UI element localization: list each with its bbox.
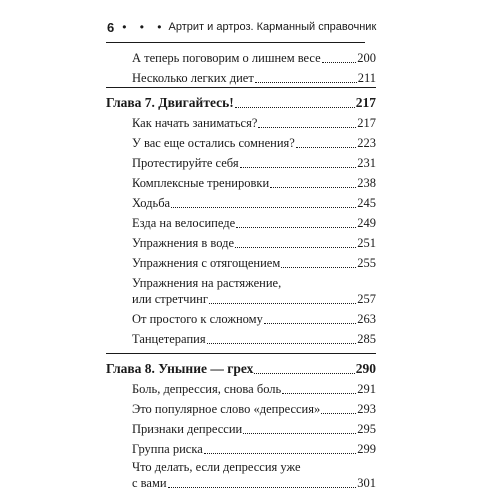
toc-entry[interactable] — [132, 311, 376, 327]
toc-entry-title: Признаки депрессии — [132, 422, 243, 436]
toc-entry[interactable] — [132, 195, 376, 211]
page-number: 6 — [107, 19, 115, 35]
toc-entry-title-line1[interactable]: Упражнения на растяжение, — [132, 276, 282, 290]
toc-entry-title: Танцетерапия — [132, 332, 206, 346]
dot-leader — [264, 323, 356, 324]
toc-entry-page: 245 — [357, 196, 376, 210]
toc-entry-title: У вас еще остались сомнения? — [132, 136, 295, 150]
chapter-title: Глава 8. Уныние — грех — [106, 361, 254, 376]
chapter-title: Глава 7. Двигайтесь! — [106, 95, 234, 110]
dot-leader — [243, 433, 356, 434]
toc-entry-page: 255 — [357, 256, 376, 270]
toc-entry-page: 301 — [357, 476, 376, 490]
toc-entry-page: 257 — [357, 292, 376, 306]
toc-entry[interactable] — [132, 50, 376, 66]
dot-leader — [255, 82, 357, 83]
dot-leader — [322, 62, 357, 63]
toc-entry-page: 211 — [357, 71, 376, 85]
toc-entry-page: 238 — [357, 176, 376, 190]
toc-entry-title: Комплексные тренировки — [132, 176, 270, 190]
toc-entry[interactable] — [132, 381, 376, 397]
toc-entry[interactable] — [132, 235, 376, 251]
dot-leader — [204, 453, 357, 454]
toc-entry-title: А теперь поговорим о лишнем весе — [132, 51, 321, 65]
toc-entry-title: Протестируйте себя — [132, 156, 239, 170]
toc-entry-title: Упражнения с отягощением — [132, 256, 281, 270]
chapter-heading[interactable] — [106, 361, 376, 377]
toc-entry[interactable] — [132, 475, 376, 491]
toc-entry-title: Езда на велосипеде — [132, 216, 236, 230]
toc-entry-title: Упражнения в воде — [132, 236, 235, 250]
chapter-page: 290 — [355, 361, 376, 376]
dot-leader — [254, 373, 354, 374]
toc-entry[interactable] — [132, 115, 376, 131]
toc-entry-page: 217 — [357, 116, 376, 130]
chapter-page: 217 — [355, 95, 376, 110]
dot-leader — [281, 267, 356, 268]
toc-entry-page: 223 — [357, 136, 376, 150]
dot-leader — [235, 247, 356, 248]
toc-entry[interactable] — [132, 421, 376, 437]
toc-entry[interactable] — [132, 291, 376, 307]
toc-entry[interactable] — [132, 331, 376, 347]
toc-entry-page: 251 — [357, 236, 376, 250]
toc-entry-title: От простого к сложному — [132, 312, 263, 326]
toc-entry-page: 200 — [357, 51, 376, 65]
toc-entry-title: Несколько легких диет — [132, 71, 254, 85]
dot-leader — [240, 167, 357, 168]
dot-leader — [171, 207, 356, 208]
toc-entry[interactable] — [132, 70, 376, 86]
chapter-heading[interactable] — [106, 95, 376, 111]
dot-leader — [282, 393, 356, 394]
toc-entry-page: 231 — [357, 156, 376, 170]
dot-leader — [168, 487, 357, 488]
dot-leader — [321, 413, 356, 414]
toc-entry-title: Боль, депрессия, снова боль — [132, 382, 282, 396]
dot-leader — [236, 227, 356, 228]
toc-entry[interactable] — [132, 135, 376, 151]
running-title: Артрит и артроз. Карманный справочник — [168, 21, 377, 33]
toc-entry-title: Как начать заниматься? — [132, 116, 258, 130]
toc-entry-title-line1[interactable]: Что делать, если депрессия уже — [132, 460, 301, 474]
dot-leader — [258, 127, 356, 128]
dot-leader — [270, 187, 356, 188]
toc-entry[interactable] — [132, 175, 376, 191]
toc-entry-title-line2: или стретчинг — [132, 292, 208, 306]
toc-entry-title-line2: с вами — [132, 476, 167, 490]
toc-entry[interactable] — [132, 401, 376, 417]
dot-leader — [207, 343, 357, 344]
dot-leader — [235, 107, 355, 108]
toc-entry-title: Ходьба — [132, 196, 171, 210]
toc-entry[interactable] — [132, 441, 376, 457]
toc-entry-page: 293 — [357, 402, 376, 416]
section-divider — [106, 353, 376, 354]
toc-entry-page: 299 — [357, 442, 376, 456]
section-divider — [106, 87, 376, 88]
toc-entry-title: Это популярное слово «депрессия» — [132, 402, 321, 416]
toc-entry-page: 295 — [357, 422, 376, 436]
toc-entry[interactable] — [132, 255, 376, 271]
toc-entry-page: 249 — [357, 216, 376, 230]
toc-entry-page: 291 — [357, 382, 376, 396]
table-of-contents — [106, 0, 376, 500]
toc-entry-page: 285 — [357, 332, 376, 346]
dot-leader — [209, 303, 356, 304]
toc-entry[interactable] — [132, 155, 376, 171]
header-dots: • • • — [122, 20, 167, 34]
dot-leader — [296, 147, 356, 148]
toc-entry[interactable] — [132, 215, 376, 231]
toc-entry-page: 263 — [357, 312, 376, 326]
toc-entry-title: Группа риска — [132, 442, 203, 456]
